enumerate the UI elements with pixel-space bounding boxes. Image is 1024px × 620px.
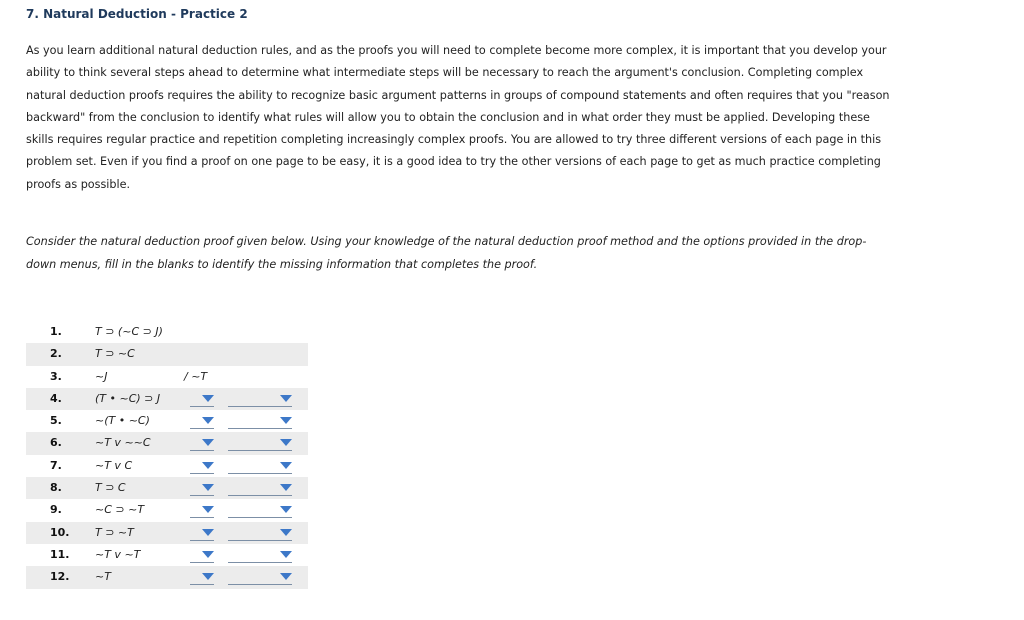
chevron-down-icon	[280, 439, 292, 446]
line-number: 4.	[50, 391, 62, 405]
rule-dropdown[interactable]	[228, 481, 292, 496]
line-number: 11.	[50, 547, 70, 561]
line-statement: T ⊃ C	[95, 481, 126, 495]
line-reference-dropdown[interactable]	[190, 414, 214, 429]
rule-dropdown[interactable]	[228, 392, 292, 407]
proof-line	[26, 477, 308, 499]
line-statement: T ⊃ ~C	[95, 347, 135, 361]
line-reference-dropdown[interactable]	[190, 392, 214, 407]
line-number: 7.	[50, 458, 62, 472]
instructions-paragraph: Consider the natural deduction proof given below. Using your knowledge of the natural deduction proof method and the options provided in the drop-down menus, fill in the blanks to identify the missing information that completes the proof.	[26, 235, 867, 271]
line-number: 9.	[50, 503, 62, 517]
line-statement: ~T v ~~C	[95, 436, 151, 450]
chevron-down-icon	[280, 395, 292, 402]
proof-line	[26, 432, 308, 454]
line-statement: T ⊃ ~T	[95, 525, 134, 539]
line-reference-dropdown[interactable]	[190, 526, 214, 541]
chevron-down-icon	[202, 506, 214, 513]
line-number: 3.	[50, 369, 62, 383]
proof-line	[26, 522, 308, 544]
rule-dropdown[interactable]	[228, 436, 292, 451]
proof-line	[26, 499, 308, 521]
chevron-down-icon	[202, 417, 214, 424]
line-statement: (T • ~C) ⊃ J	[95, 391, 161, 405]
chevron-down-icon	[202, 462, 214, 469]
proof-line	[26, 544, 308, 566]
intro-paragraph: As you learn additional natural deduction rules, and as the proofs you will need to complete become more complex, it is important that you develop your ability to think several steps ahead to determine what intermediate steps will be necessary to reach the argument's conclusion. Completing complex natural deduction proofs requires the ability to recognize basic argument patterns in groups of compound statements and often requires that you "reason backward" from the conclusion to identify what rules will allow you to obtain the conclusion and in what order they must be applied. Developing these skills requires regular practice and repetition completing increasingly complex proofs. You are allowed to try three different versions of each page in this problem set. Even if you find a proof on one page to be easy, it is a good idea to try the other versions of each page to get as much practice completing proofs as possible.	[26, 44, 890, 191]
line-number: 5.	[50, 414, 62, 428]
line-statement: ~T v C	[95, 458, 133, 472]
line-reference-dropdown[interactable]	[190, 503, 214, 518]
page-title: 7. Natural Deduction - Practice 2	[26, 7, 248, 21]
line-statement: ~J	[95, 369, 108, 383]
line-number: 1.	[50, 325, 62, 338]
line-statement: ~T v ~T	[95, 547, 141, 561]
rule-dropdown[interactable]	[228, 459, 292, 474]
proof-line	[26, 455, 308, 477]
chevron-down-icon	[202, 551, 214, 558]
chevron-down-icon	[202, 573, 214, 580]
line-number: 10.	[50, 525, 70, 539]
proof-conclusion: / ~T	[184, 369, 208, 383]
line-reference-dropdown[interactable]	[190, 570, 214, 585]
rule-dropdown[interactable]	[228, 548, 292, 563]
chevron-down-icon	[280, 484, 292, 491]
chevron-down-icon	[280, 529, 292, 536]
line-number: 2.	[50, 347, 62, 361]
line-number: 8.	[50, 481, 62, 495]
line-statement: ~(T • ~C)	[95, 414, 150, 428]
proof-line	[26, 321, 308, 343]
chevron-down-icon	[280, 573, 292, 580]
chevron-down-icon	[280, 417, 292, 424]
proof-line	[26, 366, 308, 388]
rule-dropdown[interactable]	[228, 526, 292, 541]
chevron-down-icon	[202, 439, 214, 446]
chevron-down-icon	[202, 529, 214, 536]
proof-line	[26, 343, 308, 365]
line-statement: ~T	[95, 570, 111, 584]
proof-line	[26, 410, 308, 432]
line-statement: ~C ⊃ ~T	[95, 503, 145, 517]
line-number: 6.	[50, 436, 62, 450]
line-reference-dropdown[interactable]	[190, 481, 214, 496]
rule-dropdown[interactable]	[228, 570, 292, 585]
rule-dropdown[interactable]	[228, 414, 292, 429]
line-reference-dropdown[interactable]	[190, 436, 214, 451]
line-number: 12.	[50, 570, 70, 584]
proof-line	[26, 388, 308, 410]
rule-dropdown[interactable]	[228, 503, 292, 518]
chevron-down-icon	[280, 551, 292, 558]
line-reference-dropdown[interactable]	[190, 459, 214, 474]
chevron-down-icon	[280, 462, 292, 469]
chevron-down-icon	[202, 484, 214, 491]
proof-line	[26, 566, 308, 588]
proof-table	[26, 321, 308, 589]
chevron-down-icon	[280, 506, 292, 513]
chevron-down-icon	[202, 395, 214, 402]
line-statement: T ⊃ (~C ⊃ J)	[95, 325, 163, 338]
line-reference-dropdown[interactable]	[190, 548, 214, 563]
